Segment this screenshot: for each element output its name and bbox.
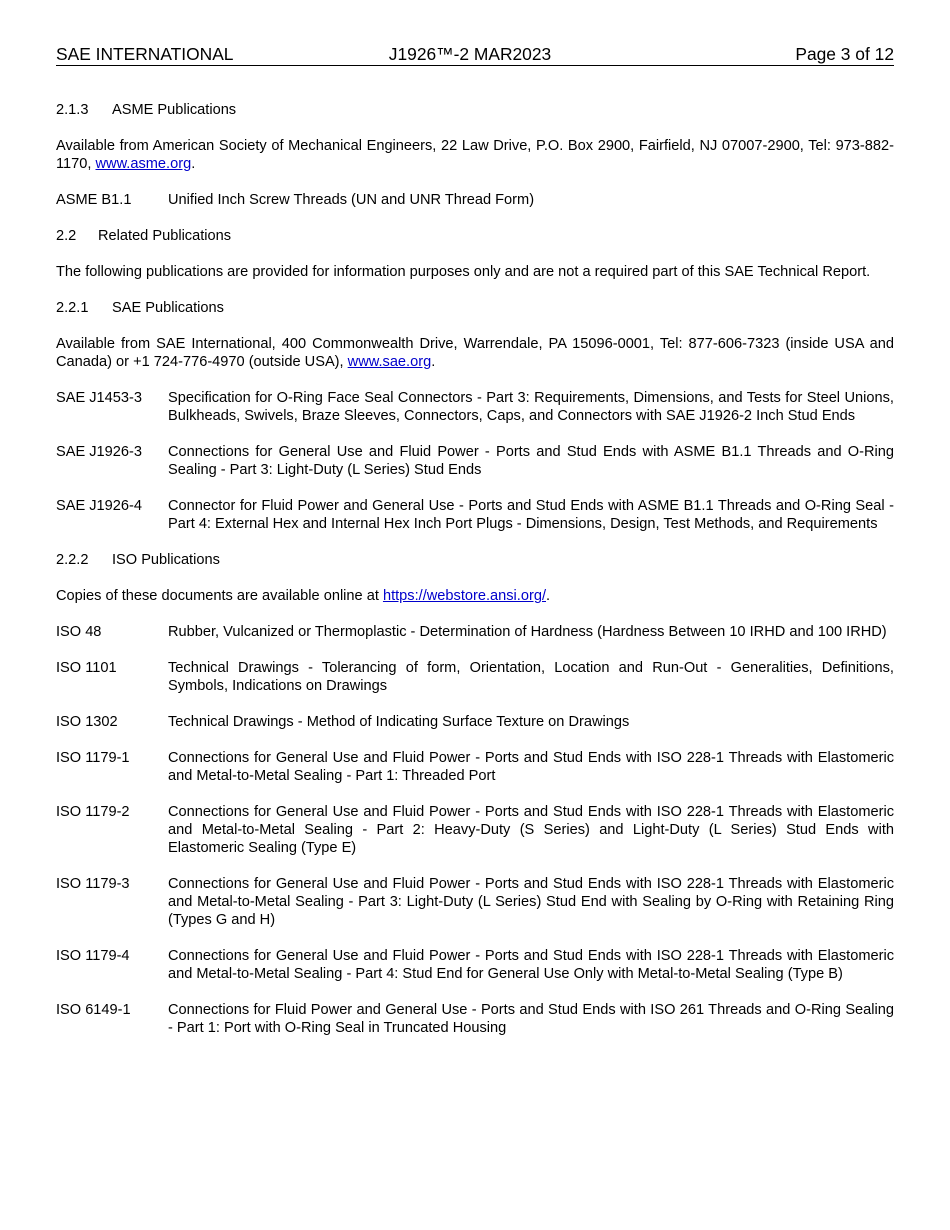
reference-id: ISO 1179-3 bbox=[56, 876, 130, 892]
section-title: SAE Publications bbox=[112, 300, 224, 316]
reference-entry bbox=[56, 659, 894, 695]
section-number: 2.2 bbox=[56, 228, 77, 244]
reference-id: ASME B1.1 bbox=[56, 192, 132, 208]
reference-title: Connections for General Use and Fluid Power - Ports and Stud Ends with ISO 228-1 Threads with Elastomeric and Metal-to-Metal Sealing - Part 4: Stud End for General Use Only with Metal-to-Metal Sealing (Type B) bbox=[168, 948, 894, 982]
reference-entry bbox=[56, 443, 894, 479]
reference-id: ISO 6149-1 bbox=[56, 1002, 131, 1018]
asme-website-link[interactable]: www.asme.org bbox=[95, 156, 192, 172]
reference-id: ISO 48 bbox=[56, 624, 102, 640]
section-title: ISO Publications bbox=[112, 552, 220, 568]
reference-title: Specification for O-Ring Face Seal Connectors - Part 3: Requirements, Dimensions, and Tests for Steel Unions, Bulkheads, Swivels, Braze Sleeves, Connectors, Caps, and Connectors with SAE J1926-2 Inch Stud Ends bbox=[168, 390, 894, 424]
reference-entry bbox=[56, 1001, 894, 1037]
sae-availability-paragraph: Available from SAE International, 400 Commonwealth Drive, Warrendale, PA 15096-0001, Tel: 877-606-7323 (inside USA and Canada) or +1 724-776-4970 (outside USA), www.sae.org. bbox=[56, 336, 894, 370]
reference-id: SAE J1926-3 bbox=[56, 444, 142, 460]
section-heading-2-2-2 bbox=[56, 551, 894, 569]
header-organization: SAE INTERNATIONAL bbox=[56, 44, 234, 64]
reference-title: Connections for General Use and Fluid Power - Ports and Stud Ends with ISO 228-1 Threads with Elastomeric and Metal-to-Metal Sealing - Part 3: Light-Duty (L Series) Stud End with Sealing by O-Ring with Retaining Ring (Types G and H) bbox=[168, 876, 894, 928]
reference-title: Connections for General Use and Fluid Power - Ports and Stud Ends with ASME B1.1 Threads and O-Ring Sealing - Part 3: Light-Duty (L Series) Stud Ends bbox=[168, 444, 894, 478]
section-title: ASME Publications bbox=[112, 102, 237, 118]
sae-website-link[interactable]: www.sae.org bbox=[347, 354, 432, 370]
reference-title: Connector for Fluid Power and General Use - Ports and Stud Ends with ASME B1.1 Threads and O-Ring Seal - Part 4: External Hex and Internal Hex Inch Port Plugs - Dimensions, Design, Test Methods, and Requirements bbox=[168, 498, 894, 532]
reference-id: ISO 1179-1 bbox=[56, 750, 130, 766]
section-heading-2-2-1 bbox=[56, 299, 894, 317]
reference-entry bbox=[56, 803, 894, 857]
section-heading-2-1-3 bbox=[56, 101, 894, 119]
section-heading-2-2 bbox=[56, 227, 894, 245]
section-title: Related Publications bbox=[98, 228, 232, 244]
page-header bbox=[56, 44, 894, 66]
reference-id: ISO 1101 bbox=[56, 660, 117, 676]
reference-title: Rubber, Vulcanized or Thermoplastic - Determination of Hardness (Hardness Between 10 IRHD and 100 IRHD) bbox=[168, 624, 887, 640]
reference-id: SAE J1926-4 bbox=[56, 498, 142, 514]
asme-availability-text: Available from American Society of Mechanical Engineers, 22 Law Drive, P.O. Box 2900, Fairfield, NJ 07007-2900, Tel: 973-882-1170, bbox=[56, 138, 894, 172]
reference-entry bbox=[56, 497, 894, 533]
reference-title: Unified Inch Screw Threads (UN and UNR Thread Form) bbox=[168, 192, 535, 208]
section-number: 2.1.3 bbox=[56, 102, 89, 118]
reference-id: ISO 1302 bbox=[56, 714, 118, 730]
reference-title: Connections for General Use and Fluid Power - Ports and Stud Ends with ISO 228-1 Threads with Elastomeric and Metal-to-Metal Sealing - Part 1: Threaded Port bbox=[168, 750, 894, 784]
reference-id: ISO 1179-2 bbox=[56, 804, 130, 820]
reference-title: Technical Drawings - Tolerancing of form, Orientation, Location and Run-Out - Generalities, Definitions, Symbols, Indications on Drawings bbox=[168, 660, 894, 694]
reference-entry bbox=[56, 875, 894, 929]
reference-title: Connections for General Use and Fluid Power - Ports and Stud Ends with ISO 228-1 Threads with Elastomeric and Metal-to-Metal Sealing - Part 2: Heavy-Duty (S Series) and Light-Duty (L Series) Stud Ends with Elastomeric Sealing (Type E) bbox=[168, 804, 894, 856]
reference-title: Technical Drawings - Method of Indicating Surface Texture on Drawings bbox=[168, 714, 630, 730]
sae-availability-text: Available from SAE International, 400 Commonwealth Drive, Warrendale, PA 15096-0001, Tel: 877-606-7323 (inside USA and Canada) or +1 724-776-4970 (outside USA), bbox=[56, 336, 894, 370]
reference-entry bbox=[56, 623, 894, 641]
section-number: 2.2.2 bbox=[56, 552, 89, 568]
reference-entry bbox=[56, 389, 894, 425]
related-publications-paragraph: The following publications are provided for information purposes only and are not a required part of this SAE Technical Report. bbox=[56, 264, 871, 280]
reference-entry bbox=[56, 713, 894, 731]
reference-entry bbox=[56, 947, 894, 983]
section-number: 2.2.1 bbox=[56, 300, 89, 316]
reference-title: Connections for Fluid Power and General Use - Ports and Stud Ends with ISO 261 Threads and O-Ring Sealing - Part 1: Port with O-Ring Seal in Truncated Housing bbox=[168, 1002, 894, 1036]
ansi-webstore-link[interactable]: https://webstore.ansi.org/ bbox=[382, 588, 546, 604]
header-page-number: Page 3 of 12 bbox=[795, 44, 894, 64]
iso-availability-text: Copies of these documents are available online at bbox=[56, 588, 379, 604]
iso-availability-paragraph: Copies of these documents are available online at https://webstore.ansi.org/. bbox=[56, 588, 551, 604]
header-document-id: J1926™-2 MAR2023 bbox=[388, 44, 552, 64]
reference-entry bbox=[56, 749, 894, 785]
reference-id: SAE J1453-3 bbox=[56, 390, 142, 406]
reference-id: ISO 1179-4 bbox=[56, 948, 130, 964]
reference-entry bbox=[56, 191, 894, 209]
asme-availability-paragraph: Available from American Society of Mechanical Engineers, 22 Law Drive, P.O. Box 2900, Fairfield, NJ 07007-2900, Tel: 973-882-1170, www.asme.org. bbox=[56, 138, 894, 172]
document-page bbox=[56, 44, 894, 1037]
